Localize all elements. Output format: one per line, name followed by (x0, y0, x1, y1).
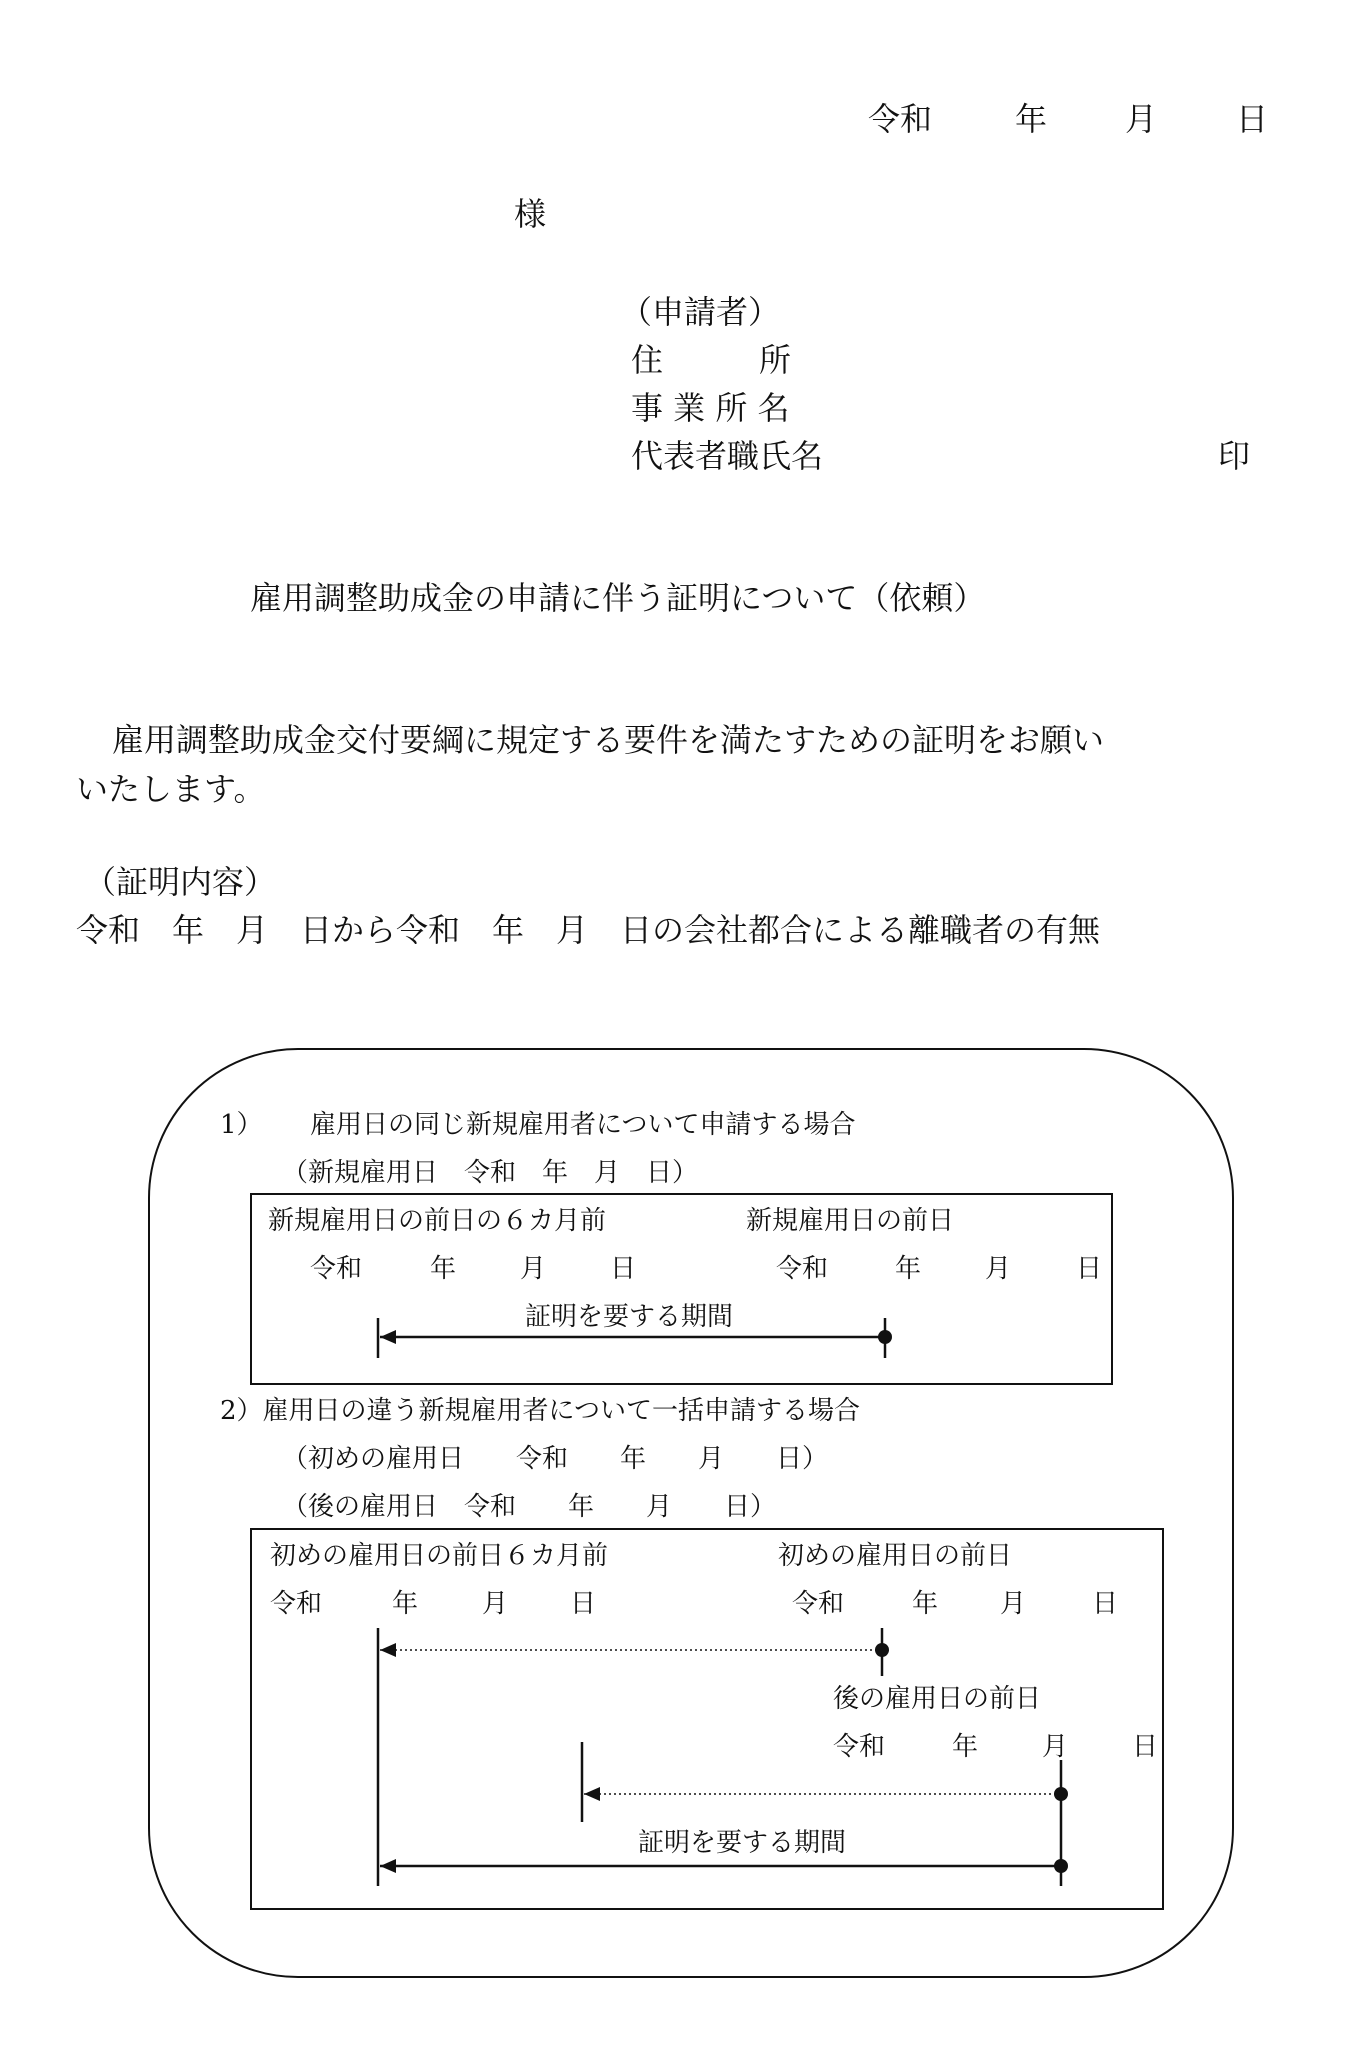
document-title: 雇用調整助成金の申請に伴う証明について（依頼） (250, 579, 986, 617)
date-year: 年 (1015, 100, 1048, 138)
case2-later-month: 月 (1042, 1732, 1069, 1762)
case2-right-month: 月 (1000, 1589, 1027, 1619)
addressee-suffix: 様 (514, 195, 547, 233)
case1-left-label: 新規雇用日の前日の６カ月前 (268, 1206, 607, 1236)
representative-label: 代表者職氏名 (631, 437, 824, 475)
case2-left-year: 年 (392, 1589, 419, 1619)
date-day: 日 (1236, 100, 1269, 138)
applicant-label: （申請者） (620, 293, 781, 331)
case2-later-day: 日 (1132, 1732, 1159, 1762)
case2-left-era: 令和 (270, 1589, 323, 1619)
case1-left-era: 令和 (310, 1254, 363, 1284)
case2-first-hire: （初めの雇用日 令和 年 月 日） (282, 1444, 829, 1474)
case2-later-label: 後の雇用日の前日 (833, 1684, 1042, 1714)
case1-right-day: 日 (1076, 1254, 1103, 1284)
seal-mark: 印 (1218, 437, 1251, 475)
case1-hire-date: （新規雇用日 令和 年 月 日） (282, 1158, 699, 1188)
date-era: 令和 (868, 100, 933, 138)
case2-right-year: 年 (912, 1589, 939, 1619)
case1-right-era: 令和 (776, 1254, 829, 1284)
case2-heading: 2）雇用日の違う新規雇用者について一括申請する場合 (220, 1396, 861, 1426)
case1-right-month: 月 (985, 1254, 1012, 1284)
case2-left-day: 日 (570, 1589, 597, 1619)
case1-left-year: 年 (430, 1254, 457, 1284)
date-month: 月 (1125, 100, 1158, 138)
case1-heading: 雇用日の同じ新規雇用者について申請する場合 (310, 1110, 856, 1140)
case2-left-month: 月 (482, 1589, 509, 1619)
case2-later-year: 年 (952, 1732, 979, 1762)
case2-left-label: 初めの雇用日の前日６カ月前 (270, 1541, 609, 1571)
case1-right-label: 新規雇用日の前日 (746, 1206, 955, 1236)
case1-left-day: 日 (610, 1254, 637, 1284)
office-label: 事 業 所 名 (631, 389, 790, 427)
content-text: 令和 年 月 日から令和 年 月 日の会社都合による離職者の有無 (76, 911, 1101, 949)
case2-right-era: 令和 (792, 1589, 845, 1619)
case1-right-year: 年 (895, 1254, 922, 1284)
case2-last-hire: （後の雇用日 令和 年 月 日） (282, 1492, 777, 1522)
content-label: （証明内容） (84, 863, 277, 901)
case2-right-day: 日 (1092, 1589, 1119, 1619)
case1-number: 1） (220, 1110, 263, 1140)
case1-left-month: 月 (520, 1254, 547, 1284)
case2-later-era: 令和 (833, 1732, 886, 1762)
case2-period-label: 証明を要する期間 (638, 1828, 847, 1858)
case2-right-label: 初めの雇用日の前日 (778, 1541, 1013, 1571)
body-line-1: 雇用調整助成金交付要綱に規定する要件を満たすための証明をお願い (112, 721, 1105, 759)
case1-period-label: 証明を要する期間 (525, 1302, 734, 1332)
address-label: 住 所 (631, 341, 792, 379)
body-line-2: いたします。 (76, 770, 266, 808)
